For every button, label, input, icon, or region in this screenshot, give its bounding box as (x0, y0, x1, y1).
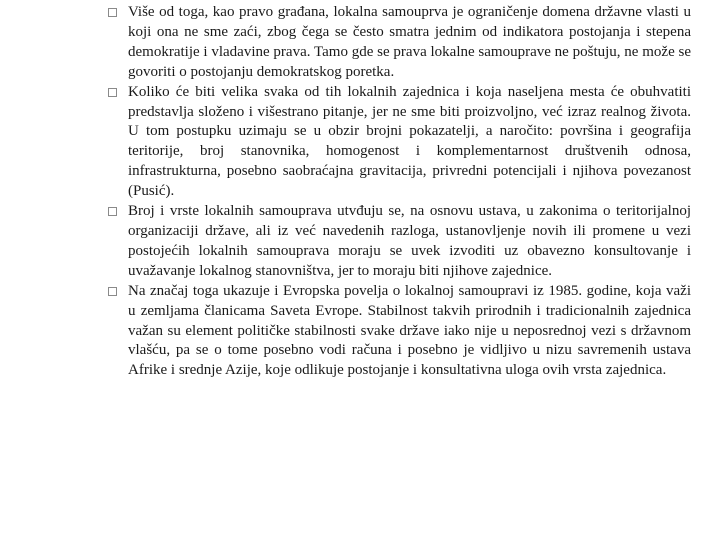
hollow-square-icon (108, 287, 117, 296)
bullet-list (108, 3, 691, 381)
bullet-item-3 (108, 202, 691, 282)
hollow-square-icon (108, 207, 117, 216)
hollow-square-icon (108, 88, 117, 97)
bullet-item-1 (108, 3, 691, 83)
bullet-text: Na značaj toga ukazuje i Evropska povelja o lokalnoj samoupravi iz 1985. godine, koja važi u zemljama članicama Saveta Evrope. Stabilnost takvih prirodnih i tradicionalnih zajednica važan su element političke stabilnosti svake države iako nije u neposrednoj vezi s državnom vlašću, pa se o tome posebno vodi računa i posebno je vidljivo u nizu savremenih ustava Afrike i srednje Azije, koje odlikuje postojanje i konsultativna uloga ovih vrsta zajednica. (128, 282, 691, 379)
bullet-item-4 (108, 282, 691, 382)
bullet-text: Broj i vrste lokalnih samouprava utvđuju se, na osnovu ustava, u zakonima o teritorijalnoj organizaciji države, ali iz već navedenih razloga, ustanovljenje novih ili promene u vezi postojećih lokalnih samouprava moraju se uvek izvoditi uz obavezno konsultovanje i uvažavanje lokalnog stanovništva, jer to moraju biti njihove zajednice. (128, 203, 691, 279)
bullet-text: Više od toga, kao pravo građana, lokalna samouprva je ograničenje domena državne vlasti u koji ona ne sme zaći, zbog čega se često smatra jednim od indikatora postojanja i stepena demokratije i vladavine prava. Tamo gde se prava lokalne samouprave ne poštuju, ne može se govoriti o postojanju demokratskog poretka. (128, 4, 691, 80)
bullet-text: Koliko će biti velika svaka od tih lokalnih zajednica i koja naseljena mesta će obuhvatiti predstavlja složeno i višestrano pitanje, jer ne sme biti proizvoljno, već izraz realnog života. U tom postupku uzimaju se u obzir brojni pokazatelji, a naročito: površina i geografija teritorije, broj stanovnika, homogenost i komplementarnost društvenih odnosa, infrastrukturna, posebno saobraćajna gravitacija, privredni potencijali i njihova povezanost (Pusić). (128, 83, 691, 200)
bullet-item-2 (108, 83, 691, 202)
hollow-square-icon (108, 8, 117, 17)
